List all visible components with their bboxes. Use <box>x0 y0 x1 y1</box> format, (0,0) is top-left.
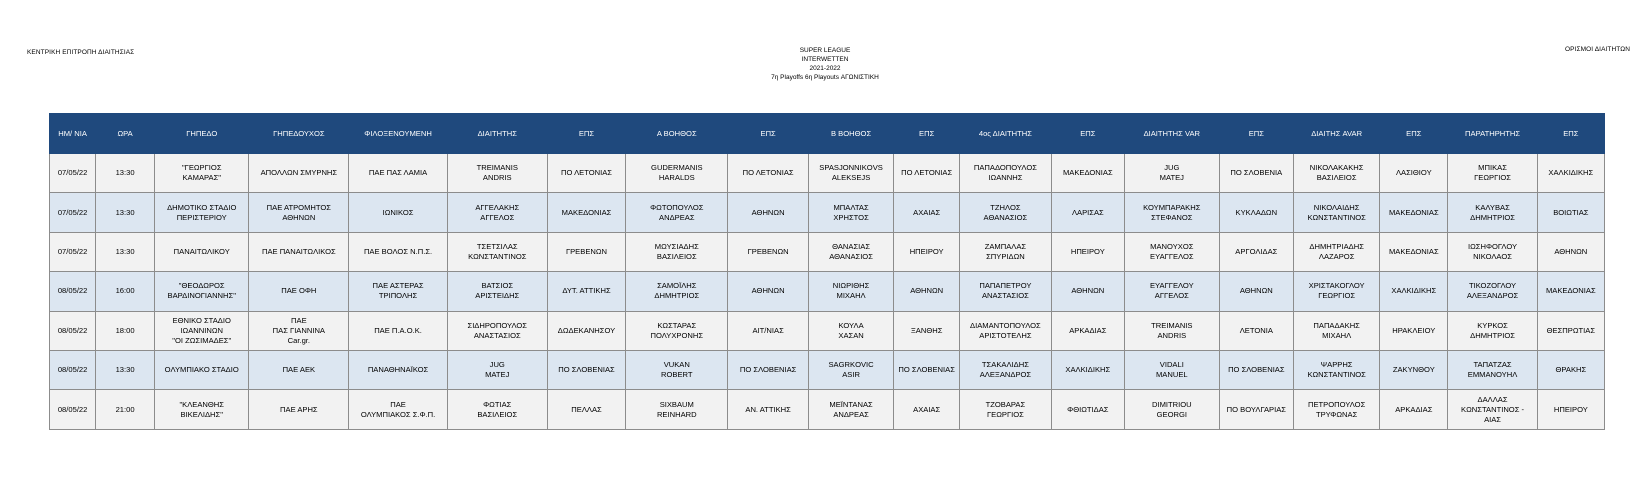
cell-assistant-b-eps: ΠΟ ΣΛΟΒΕΝΙΑΣ <box>894 350 960 389</box>
cell-referee-eps: ΔΩΔΕΚΑΝΗΣΟΥ <box>547 311 626 350</box>
cell-assistant-b: ΘΑΝΑΣΙΑΣ ΑΘΑΝΑΣΙΟΣ <box>809 232 894 271</box>
cell-home-team: ΠΑΕ ΟΦΗ <box>249 272 349 311</box>
table-body <box>50 154 1605 430</box>
league-sponsor: INTERWETTEN <box>801 56 849 63</box>
cell-referee: ΒΑΤΣΙΟΣ ΑΡΙΣΤΕΙΔΗΣ <box>447 272 547 311</box>
cell-fourth-official-eps: ΦΘΙΩΤΙΔΑΣ <box>1051 390 1124 429</box>
table-row <box>50 390 1605 429</box>
cell-assistant-a-eps: ΠΟ ΛΕΤΟΝΙΑΣ <box>728 154 809 193</box>
cell-fourth-official: ΠΑΠΑΠΕΤΡΟΥ ΑΝΑΣΤΑΣΙΟΣ <box>960 272 1051 311</box>
cell-date: 08/05/22 <box>50 390 96 429</box>
cell-avar-referee: ΝΙΚΟΛΑΚΑΚΗΣ ΒΑΣΙΛΕΙΟΣ <box>1294 154 1380 193</box>
cell-var-eps: ΑΘΗΝΩΝ <box>1219 272 1294 311</box>
cell-avar-eps: ΑΡΚΑΔΙΑΣ <box>1380 390 1448 429</box>
cell-away-team: ΠΑΕ ΒΟΛΟΣ Ν.Π.Σ. <box>349 232 448 271</box>
cell-home-team: ΠΑΕ ΑΡΗΣ <box>249 390 349 429</box>
cell-assistant-b: ΝΙΩΡΙΘΗΣ ΜΙΧΑΗΛ <box>809 272 894 311</box>
cell-stadium: ΕΘΝΙΚΟ ΣΤΑΔΙΟ ΙΩΑΝΝΙΝΩΝ "ΟΙ ΖΩΣΙΜΑΔΕΣ" <box>154 311 248 350</box>
cell-avar-referee: ΠΕΤΡΟΠΟΥΛΟΣ ΤΡΥΦΩΝΑΣ <box>1294 390 1380 429</box>
cell-referee: ΤΣΕΤΣΙΛΑΣ ΚΩΝΣΤΑΝΤΙΝΟΣ <box>447 232 547 271</box>
cell-avar-referee: ΨΑΡΡΗΣ ΚΩΝΣΤΑΝΤΙΝΟΣ <box>1294 350 1380 389</box>
cell-avar-referee: ΔΗΜΗΤΡΙΑΔΗΣ ΛΑΖΑΡΟΣ <box>1294 232 1380 271</box>
committee-name: ΚΕΝΤΡΙΚΗ ΕΠΙΤΡΟΠΗ ΔΙΑΙΤΗΣΙΑΣ <box>27 49 135 56</box>
cell-observer-eps: ΗΠΕΙΡΟΥ <box>1537 390 1604 429</box>
table-row <box>50 193 1605 232</box>
column-header-fourth-official-eps: ΕΠΣ <box>1051 114 1124 154</box>
cell-assistant-a: ΦΩΤΟΠΟΥΛΟΣ ΑΝΔΡΕΑΣ <box>626 193 728 232</box>
cell-referee-eps: ΓΡΕΒΕΝΩΝ <box>547 232 626 271</box>
cell-referee-eps: ΠΟ ΛΕΤΟΝΙΑΣ <box>547 154 626 193</box>
cell-away-team: ΠΑΝΑΘΗΝΑΪΚΟΣ <box>349 350 448 389</box>
table-header-row <box>50 114 1605 154</box>
column-header-observer-eps: ΕΠΣ <box>1537 114 1604 154</box>
cell-var-referee: DIMITRIOU GEORGI <box>1125 390 1219 429</box>
cell-fourth-official: ΤΖΗΛΟΣ ΑΘΑΝΑΣΙΟΣ <box>960 193 1051 232</box>
cell-fourth-official: ΠΑΠΑΔΟΠΟΥΛΟΣ ΙΩΑΝΝΗΣ <box>960 154 1051 193</box>
cell-stadium: "ΘΕΟΔΩΡΟΣ ΒΑΡΔΙΝΟΓΙΑΝΝΗΣ" <box>154 272 248 311</box>
cell-date: 08/05/22 <box>50 350 96 389</box>
cell-home-team: ΠΑΕ ΠΑΝΑΙΤΩΛΙΚΟΣ <box>249 232 349 271</box>
round: 7η Playoffs 6η Playouts ΑΓΩΝΙΣΤΙΚΗ <box>771 74 879 81</box>
cell-time: 18:00 <box>96 311 155 350</box>
cell-var-referee: ΕΥΑΓΓΕΛΟΥ ΑΓΓΕΛΟΣ <box>1125 272 1219 311</box>
cell-time: 13:30 <box>96 350 155 389</box>
column-header-fourth-official: 4ος ΔΙΑΙΤΗΤΗΣ <box>960 114 1051 154</box>
column-header-var-eps: ΕΠΣ <box>1219 114 1294 154</box>
cell-fourth-official-eps: ΑΡΚΑΔΙΑΣ <box>1051 311 1124 350</box>
cell-assistant-b: SAGRKOVIC ASIR <box>809 350 894 389</box>
cell-observer: ΚΥΡΚΟΣ ΔΗΜΗΤΡΙΟΣ <box>1448 311 1537 350</box>
cell-avar-eps: ΗΡΑΚΛΕΙΟΥ <box>1380 311 1448 350</box>
cell-var-eps: ΑΡΓΟΛΙΔΑΣ <box>1219 232 1294 271</box>
cell-avar-eps: ΧΑΛΚΙΔΙΚΗΣ <box>1380 272 1448 311</box>
league-name: SUPER LEAGUE <box>799 47 851 54</box>
cell-home-team: ΠΑΕ ΠΑΣ ΓΙΑΝΝΙΝΑ Car.gr. <box>249 311 349 350</box>
column-header-referee-eps: ΕΠΣ <box>547 114 626 154</box>
cell-fourth-official: ΤΣΑΚΑΛΙΔΗΣ ΑΛΕΞΑΝΔΡΟΣ <box>960 350 1051 389</box>
cell-avar-eps: ΜΑΚΕΔΟΝΙΑΣ <box>1380 232 1448 271</box>
cell-assistant-a: ΚΩΣΤΑΡΑΣ ΠΟΛΥΧΡΟΝΗΣ <box>626 311 728 350</box>
cell-fourth-official: ΤΖΟΒΑΡΑΣ ΓΕΩΡΓΙΟΣ <box>960 390 1051 429</box>
cell-stadium: "ΓΕΩΡΓΙΟΣ ΚΑΜΑΡΑΣ" <box>154 154 248 193</box>
cell-referee: ΣΙΔΗΡΟΠΟΥΛΟΣ ΑΝΑΣΤΑΣΙΟΣ <box>447 311 547 350</box>
cell-date: 08/05/22 <box>50 311 96 350</box>
cell-avar-referee: ΠΑΠΑΔΑΚΗΣ ΜΙΧΑΗΛ <box>1294 311 1380 350</box>
cell-stadium: "ΚΛΕΑΝΘΗΣ ΒΙΚΕΛΙΔΗΣ" <box>154 390 248 429</box>
cell-var-referee: JUG MATEJ <box>1125 154 1219 193</box>
cell-time: 13:30 <box>96 232 155 271</box>
cell-referee-eps: ΠΟ ΣΛΟΒΕΝΙΑΣ <box>547 350 626 389</box>
cell-date: 08/05/22 <box>50 272 96 311</box>
cell-var-referee: ΜΑΝΟΥΧΟΣ ΕΥΑΓΓΕΛΟΣ <box>1125 232 1219 271</box>
cell-referee: JUG MATEJ <box>447 350 547 389</box>
cell-assistant-a: GUDERMANIS HARALDS <box>626 154 728 193</box>
cell-observer: ΜΠΙΚΑΣ ΓΕΩΡΓΙΟΣ <box>1448 154 1537 193</box>
cell-assistant-b-eps: ΗΠΕΙΡΟΥ <box>894 232 960 271</box>
column-header-away-team: ΦΙΛΟΞΕΝΟΥΜΕΝΗ <box>349 114 448 154</box>
cell-away-team: ΠΑΕ Π.Α.Ο.Κ. <box>349 311 448 350</box>
column-header-stadium: ΓΗΠΕΔΟ <box>154 114 248 154</box>
cell-var-referee: ΚΟΥΜΠΑΡΑΚΗΣ ΣΤΕΦΑΝΟΣ <box>1125 193 1219 232</box>
cell-time: 13:30 <box>96 154 155 193</box>
column-header-assistant-b: Β ΒΟΗΘΟΣ <box>809 114 894 154</box>
cell-observer: ΤΙΚΟΖΟΓΛΟΥ ΑΛΕΞΑΝΔΡΟΣ <box>1448 272 1537 311</box>
cell-assistant-b-eps: ΑΘΗΝΩΝ <box>894 272 960 311</box>
cell-assistant-a-eps: ΓΡΕΒΕΝΩΝ <box>728 232 809 271</box>
cell-assistant-b-eps: ΞΑΝΘΗΣ <box>894 311 960 350</box>
cell-home-team: ΠΑΕ ΑΕΚ <box>249 350 349 389</box>
cell-fourth-official-eps: ΑΘΗΝΩΝ <box>1051 272 1124 311</box>
cell-referee-eps: ΔΥΤ. ΑΤΤΙΚΗΣ <box>547 272 626 311</box>
cell-avar-eps: ΛΑΣΙΘΙΟΥ <box>1380 154 1448 193</box>
cell-assistant-a-eps: ΠΟ ΣΛΟΒΕΝΙΑΣ <box>728 350 809 389</box>
cell-avar-referee: ΧΡΙΣΤΑΚΟΓΛΟΥ ΓΕΩΡΓΙΟΣ <box>1294 272 1380 311</box>
table-row <box>50 350 1605 389</box>
column-header-observer: ΠΑΡΑΤΗΡΗΤΗΣ <box>1448 114 1537 154</box>
cell-date: 07/05/22 <box>50 193 96 232</box>
cell-stadium: ΔΗΜΟΤΙΚΟ ΣΤΑΔΙΟ ΠΕΡΙΣΤΕΡΙΟΥ <box>154 193 248 232</box>
column-header-home-team: ΓΗΠΕΔΟΥΧΟΣ <box>249 114 349 154</box>
cell-home-team: ΠΑΕ ΑΤΡΟΜΗΤΟΣ ΑΘΗΝΩΝ <box>249 193 349 232</box>
cell-away-team: ΙΩΝΙΚΟΣ <box>349 193 448 232</box>
cell-var-eps: ΠΟ ΣΛΟΒΕΝΙΑΣ <box>1219 350 1294 389</box>
cell-observer: ΔΑΛΛΑΣ ΚΩΝΣΤΑΝΤΙΝΟΣ - ΑΙΑΣ <box>1448 390 1537 429</box>
cell-assistant-b-eps: ΠΟ ΛΕΤΟΝΙΑΣ <box>894 154 960 193</box>
cell-observer-eps: ΘΡΑΚΗΣ <box>1537 350 1604 389</box>
cell-date: 07/05/22 <box>50 154 96 193</box>
cell-assistant-a-eps: ΑΘΗΝΩΝ <box>728 272 809 311</box>
cell-observer: ΙΩΣΗΦΟΓΛΟΥ ΝΙΚΟΛΑΟΣ <box>1448 232 1537 271</box>
cell-assistant-a-eps: ΑΝ. ΑΤΤΙΚΗΣ <box>728 390 809 429</box>
cell-assistant-b: ΜΕΪΝΤΑΝΑΣ ΑΝΔΡΕΑΣ <box>809 390 894 429</box>
cell-away-team: ΠΑΕ ΑΣΤΕΡΑΣ ΤΡΙΠΟΛΗΣ <box>349 272 448 311</box>
column-header-time: ΩΡΑ <box>96 114 155 154</box>
cell-fourth-official-eps: ΗΠΕΙΡΟΥ <box>1051 232 1124 271</box>
cell-referee: ΦΩΤΙΑΣ ΒΑΣΙΛΕΙΟΣ <box>447 390 547 429</box>
cell-assistant-a-eps: ΑΘΗΝΩΝ <box>728 193 809 232</box>
column-header-date: ΗΜ/ ΝΙΑ <box>50 114 96 154</box>
column-header-assistant-a-eps: ΕΠΣ <box>728 114 809 154</box>
cell-var-eps: ΚΥΚΛΑΔΩΝ <box>1219 193 1294 232</box>
cell-var-eps: ΛΕΤΟΝΙΑ <box>1219 311 1294 350</box>
cell-observer-eps: ΒΟΙΩΤΙΑΣ <box>1537 193 1604 232</box>
cell-away-team: ΠΑΕ ΟΛΥΜΠΙΑΚΟΣ Σ.Φ.Π. <box>349 390 448 429</box>
column-header-var-referee: ΔΙΑΙΤΗΤΗΣ VAR <box>1125 114 1219 154</box>
league-title-block <box>0 46 1650 82</box>
cell-observer: ΚΑΛΥΒΑΣ ΔΗΜΗΤΡΙΟΣ <box>1448 193 1537 232</box>
season: 2021-2022 <box>809 65 841 72</box>
cell-assistant-b-eps: ΑΧΑΙΑΣ <box>894 193 960 232</box>
column-header-assistant-b-eps: ΕΠΣ <box>894 114 960 154</box>
cell-assistant-a: SIXBAUM REINHARD <box>626 390 728 429</box>
cell-fourth-official: ΔΙΑΜΑΝΤΟΠΟΥΛΟΣ ΑΡΙΣΤΟΤΕΛΗΣ <box>960 311 1051 350</box>
cell-away-team: ΠΑΕ ΠΑΣ ΛΑΜΙΑ <box>349 154 448 193</box>
cell-avar-eps: ΜΑΚΕΔΟΝΙΑΣ <box>1380 193 1448 232</box>
cell-observer-eps: ΜΑΚΕΔΟΝΙΑΣ <box>1537 272 1604 311</box>
cell-fourth-official: ΖΑΜΠΑΛΑΣ ΣΠΥΡΙΔΩΝ <box>960 232 1051 271</box>
table-row <box>50 232 1605 271</box>
column-header-avar-eps: ΕΠΣ <box>1380 114 1448 154</box>
table-row <box>50 154 1605 193</box>
cell-assistant-b: ΜΠΑΛΤΑΣ ΧΡΗΣΤΟΣ <box>809 193 894 232</box>
cell-referee-eps: ΠΕΛΛΑΣ <box>547 390 626 429</box>
column-header-avar-referee: ΔΙΑΙΤΗΣ AVAR <box>1294 114 1380 154</box>
document-title: ΟΡΙΣΜΟΙ ΔΙΑΙΤΗΤΩΝ <box>1565 46 1630 53</box>
cell-var-eps: ΠΟ ΒΟΥΛΓΑΡΙΑΣ <box>1219 390 1294 429</box>
cell-assistant-b: SPASJONNIKOVS ALEKSEJS <box>809 154 894 193</box>
cell-assistant-a: ΜΩΥΣΙΑΔΗΣ ΒΑΣΙΛΕΙΟΣ <box>626 232 728 271</box>
cell-fourth-official-eps: ΜΑΚΕΔΟΝΙΑΣ <box>1051 154 1124 193</box>
table-row <box>50 272 1605 311</box>
table-row <box>50 311 1605 350</box>
cell-observer-eps: ΘΕΣΠΡΩΤΙΑΣ <box>1537 311 1604 350</box>
cell-fourth-official-eps: ΧΑΛΚΙΔΙΚΗΣ <box>1051 350 1124 389</box>
cell-assistant-a: VUKAN ROBERT <box>626 350 728 389</box>
cell-referee: ΑΓΓΕΛΑΚΗΣ ΑΓΓΕΛΟΣ <box>447 193 547 232</box>
cell-assistant-b: ΚΟΥΛΑ ΧΑΣΑΝ <box>809 311 894 350</box>
cell-time: 13:30 <box>96 193 155 232</box>
cell-observer: ΤΑΠΑΤΖΑΣ ΕΜΜΑΝΟΥΗΛ <box>1448 350 1537 389</box>
cell-time: 16:00 <box>96 272 155 311</box>
cell-fourth-official-eps: ΛΑΡΙΣΑΣ <box>1051 193 1124 232</box>
column-header-assistant-a: Α ΒΟΗΘΟΣ <box>626 114 728 154</box>
cell-assistant-a-eps: ΑΙΤ/ΝΙΑΣ <box>728 311 809 350</box>
cell-assistant-a: ΣΑΜΟΪΛΗΣ ΔΗΜΗΤΡΙΟΣ <box>626 272 728 311</box>
cell-avar-referee: ΝΙΚΟΛΑΙΔΗΣ ΚΩΝΣΤΑΝΤΙΝΟΣ <box>1294 193 1380 232</box>
cell-assistant-b-eps: ΑΧΑΙΑΣ <box>894 390 960 429</box>
cell-time: 21:00 <box>96 390 155 429</box>
cell-var-referee: TREIMANIS ANDRIS <box>1125 311 1219 350</box>
cell-observer-eps: ΧΑΛΚΙΔΙΚΗΣ <box>1537 154 1604 193</box>
column-header-referee: ΔΙΑΙΤΗΤΗΣ <box>447 114 547 154</box>
cell-referee: TREIMANIS ANDRIS <box>447 154 547 193</box>
cell-stadium: ΟΛΥΜΠΙΑΚΟ ΣΤΑΔΙΟ <box>154 350 248 389</box>
cell-avar-eps: ΖΑΚΥΝΘΟΥ <box>1380 350 1448 389</box>
cell-var-referee: VIDALI MANUEL <box>1125 350 1219 389</box>
cell-home-team: ΑΠΟΛΛΩΝ ΣΜΥΡΝΗΣ <box>249 154 349 193</box>
cell-var-eps: ΠΟ ΣΛΟΒΕΝΙΑ <box>1219 154 1294 193</box>
cell-observer-eps: ΑΘΗΝΩΝ <box>1537 232 1604 271</box>
cell-date: 07/05/22 <box>50 232 96 271</box>
referee-assignments-table <box>49 113 1605 430</box>
cell-stadium: ΠΑΝΑΙΤΩΛΙΚΟΥ <box>154 232 248 271</box>
cell-referee-eps: ΜΑΚΕΔΟΝΙΑΣ <box>547 193 626 232</box>
